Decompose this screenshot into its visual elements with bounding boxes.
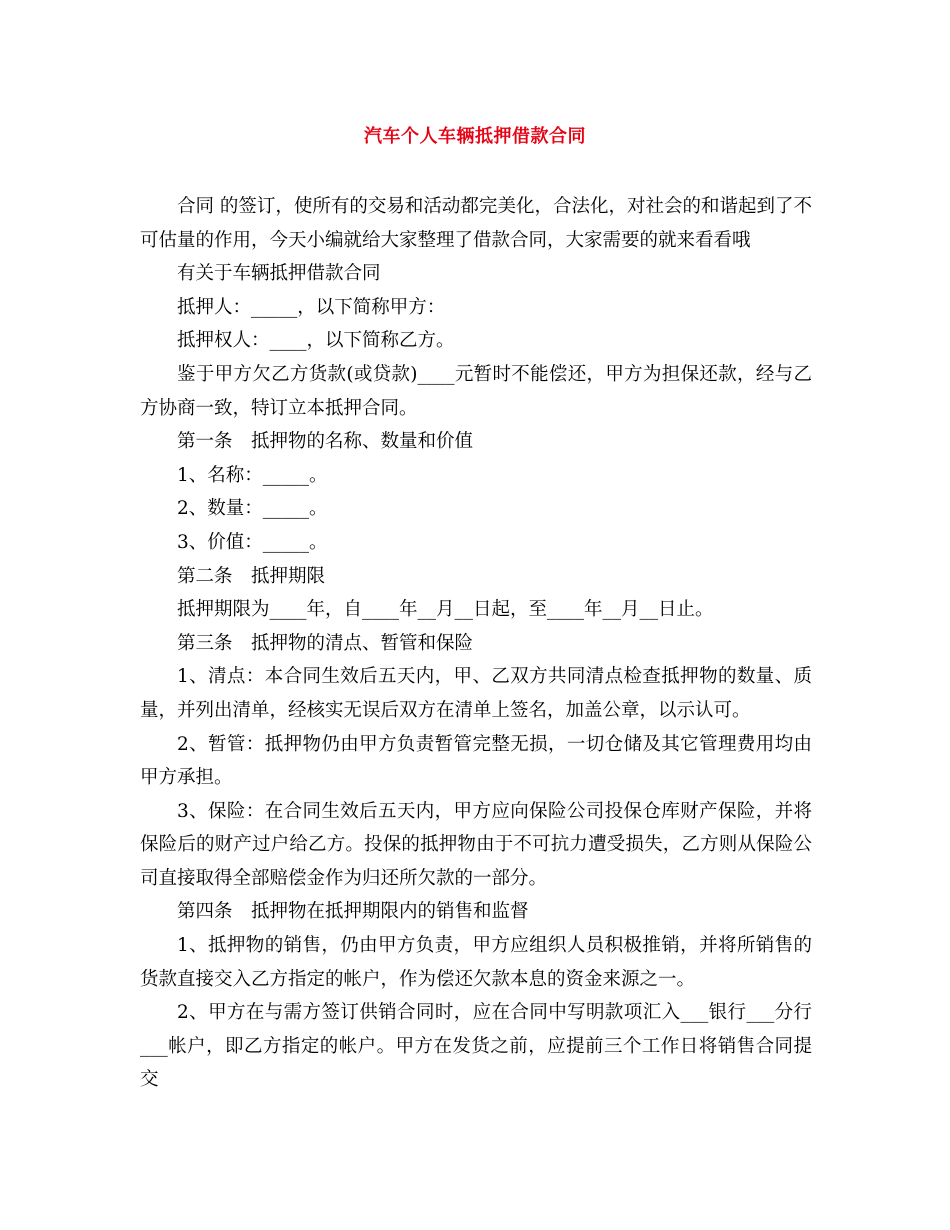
paragraph: 鉴于甲方欠乙方货款(或贷款)____元暂时不能偿还，甲方为担保还款，经与乙方协商一致，特订立本抵押合同。 <box>140 363 812 419</box>
paragraph: 合同 的签订，使所有的交易和活动都完美化，合法化，对社会的和谐起到了不可估量的作用，今天小编就给大家整理了借款合同，大家需要的就来看看哦 <box>140 196 812 251</box>
section-heading: 第二条 抵押期限 <box>177 565 326 587</box>
paragraph: 抵押人：_____，以下简称甲方： <box>177 296 446 318</box>
paragraph: 1、抵押物的销售，仍由甲方负责，甲方应组织人员积极推销，并将所销售的货款直接交入乙方指定的帐户，作为偿还欠款本息的资金来源之一。 <box>140 935 812 990</box>
paragraph: 抵押权人：____，以下简称乙方。 <box>177 330 455 352</box>
section-heading: 第三条 抵押物的清点、暂管和保险 <box>177 632 474 654</box>
paragraph: 2、数量：_____。 <box>177 498 328 520</box>
section-heading: 第四条 抵押物在抵押期限内的销售和监督 <box>177 901 529 923</box>
paragraph: 1、名称：_____。 <box>177 464 328 486</box>
document-body <box>140 190 812 1097</box>
paragraph: 2、暂管：抵押物仍由甲方负责暂管完整无损，一切仓储及其它管理费用均由甲方承担。 <box>140 733 812 789</box>
paragraph: 2、甲方在与需方签订供销合同时，应在合同中写明款项汇入___银行___分行___帐户，即乙方指定的帐户。甲方在发货之前，应提前三个工作日将销售合同提交 <box>140 1002 812 1091</box>
paragraph: 3、价值：_____。 <box>177 531 328 553</box>
paragraph: 1、清点：本合同生效后五天内，甲、乙双方共同清点检查抵押物的数量、质量，并列出清单，经核实无误后双方在清单上签名，加盖公章，以示认可。 <box>140 666 812 721</box>
document-title: 汽车个人车辆抵押借款合同 <box>364 126 586 147</box>
section-heading: 第一条 抵押物的名称、数量和价值 <box>177 431 474 453</box>
paragraph: 有关于车辆抵押借款合同 <box>177 263 381 285</box>
paragraph: 抵押期限为____年，自____年__月__日起，至____年__月__日止。 <box>177 599 714 621</box>
paragraph: 3、保险：在合同生效后五天内，甲方应向保险公司投保仓库财产保险，并将保险后的财产过户给乙方。投保的抵押物由于不可抗力遭受损失，乙方则从保险公司直接取得全部赔偿金作为归还所欠款的一部分。 <box>140 800 812 889</box>
